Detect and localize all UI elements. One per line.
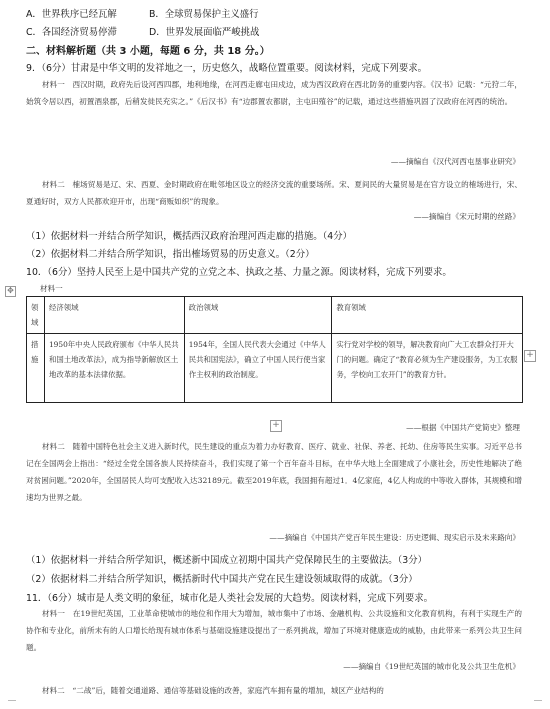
q11-m1-source: ——摘编自《19世纪英国的城市化及公共卫生危机》 <box>343 662 520 671</box>
q11-m1-line2: 施和文化教育机构，有利于实现生产的协作和专业化，前所未有的人口增长给现有城市体系与基础设施建设提 <box>26 609 522 635</box>
q10-m2-line2: 托幼、住房等民生实事。习近平总书记在全国两会上指出：“经过全党全国各族人民持续奋斗，我们实现了第 <box>26 442 522 468</box>
q10-m2-line1: 材料二 随着中国特色社会主义进入新时代，民生建设的重点为着力办好教育、医疗、就业、社保、养老、 <box>42 442 401 451</box>
q9-stem: 9．（6分）甘肃是中华文明的发祥地之一，历史悠久，战略位置重要。阅读材料，完成下列要求。 <box>26 63 427 74</box>
q9-m1-line1: 材料一 西汉时期，政府先后设河西四郡，地利地缘，在河西走廊屯田戍边，成为西汉政府在西北防 <box>42 80 378 89</box>
q10-m2-line5: 规模和增速均为世界之最。 <box>26 476 522 502</box>
q9-material-1 <box>26 76 522 110</box>
q11-m1-line1: 材料一 在19世纪英国，工业革命使城市的地位和作用大为增加，城市集中了市场、金融机构、公共设 <box>42 609 392 618</box>
q9-task-2: （2）依据材料二并结合所学知识，指出榷场贸易的历史意义。（2分） <box>26 249 315 260</box>
table-row-label-measures: 措施 <box>27 334 45 403</box>
section-title: 二、材料解析题（共 3 小题，每题 6 分，共 18 分。） <box>26 46 270 57</box>
q10-m2-line4: 民人均可支配收入达32189元。截至2019年底，我国拥有超过1．4亿家庭，4亿人构成的中等收入群体，其 <box>129 476 492 485</box>
q11-material-2 <box>26 682 522 699</box>
table-cell-politics: 1954年，全国人民代表大会通过《中华人民共和国宪法》，确立了中国人民行使当家作主权利的政治制度。 <box>184 334 332 403</box>
option-row-1 <box>26 6 259 20</box>
table-row <box>27 334 523 403</box>
q10-material-2 <box>26 438 522 506</box>
option-row-2 <box>26 24 259 38</box>
table-cell-economy: 1950年中央人民政府颁布《中华人民共和国土地改革法》，成为指导新解放区土地改革的基本法律依据。 <box>44 334 184 403</box>
add-column-plus-icon[interactable]: + <box>524 350 536 362</box>
q10-m2-line3: 一个百年奋斗目标，在中华大地上全面建成了小康社会，历史性地解决了绝对贫困问题。”2020年，全国居 <box>26 459 522 485</box>
q11-m1-line3: 出了一系列挑战，增加了环境对健康造成的威胁，由此带来一系列公共卫生问题。 <box>26 626 523 652</box>
q11-material-1 <box>26 605 522 656</box>
table-header-education: 教育领域 <box>332 297 523 334</box>
crop-mark-right <box>534 700 542 709</box>
table-header-row <box>27 297 523 334</box>
table-cell-education: 实行党对学校的领导，解决教育向广大工农群众打开大门的问题。确定了“教育必须为生产建设服务，为工农服务，学校向工农开门”的教育方针。 <box>332 334 523 403</box>
q10-measures-table <box>26 296 523 403</box>
q9-m2-line2: 的大量贸易是在官方设立的榷场进行，宋、夏通好时，双方人民都欢迎开市，出现“商贩如织”的现象。 <box>26 180 523 206</box>
q9-m1-line2: 务的重要内容。《汉书》记载：“元狩二年，始筑令居以西，初置酒泉郡，后稍发徙民充实之。”《后汉书》有“边郡置农都尉，主屯田殖谷”的记载，通过这些措施巩固了汉政府在河 <box>26 80 522 106</box>
crop-mark-left <box>8 700 16 709</box>
q9-material-2 <box>26 176 522 210</box>
q10-m2-source: ——摘编自《中国共产党百年民生建设：历史逻辑、现实启示及未来路向》 <box>269 533 520 542</box>
q11-m2-line1: 材料二 “二战”后，随着交通道路、通信等基础设施的改善，家庭汽车拥有量的增加，城区产业结构的 <box>42 686 384 695</box>
table-header-field: 领域 <box>27 297 45 334</box>
q9-task-1: （1）依据材料一并结合所学知识，概括西汉政府治理河西走廊的措施。（4分） <box>26 231 352 242</box>
table-move-handle-icon[interactable]: ✥ <box>5 286 16 297</box>
q11-stem: 11．（6分）城市是人类文明的象征，城市化是人类社会发展的大趋势。阅读材料，完成下列要求。 <box>26 593 433 604</box>
q9-m2-source: ——摘编自《宋元时期的丝路》 <box>413 212 520 221</box>
q10-task-1: （1）依据材料一并结合所学知识，概述新中国成立初期中国共产党保障民生的主要做法。（3分） <box>26 555 427 566</box>
q10-task-2: （2）依据材料二并结合所学知识，概括新时代中国共产党在民生建设领域取得的成就。（3分） <box>26 574 418 585</box>
q9-m2-line1: 材料二 榷场贸易是辽、宋、西夏、金时期政府在毗邻地区设立的经济交流的重要场所。宋、夏间民 <box>42 180 378 189</box>
add-row-plus-icon[interactable]: + <box>270 420 282 432</box>
table-header-politics: 政治领域 <box>184 297 332 334</box>
q10-m1-label: 材料一 <box>40 284 63 293</box>
option-c: C．各国经济贸易停滞 <box>26 27 117 38</box>
option-a: A．世界秩序已经瓦解 <box>26 9 117 20</box>
table-header-economy: 经济领域 <box>44 297 184 334</box>
option-d: D．世界发展面临严峻挑战 <box>148 27 260 38</box>
q9-m1-line3: 西的统治。 <box>474 97 513 106</box>
q10-table-source: ——根据《中国共产党简史》整理 <box>406 423 520 432</box>
q10-stem: 10．（6分）坚持人民至上是中国共产党的立党之本、执政之基、力量之源。阅读材料，完成下列要求。 <box>26 267 452 278</box>
option-b: B．全球贸易保护主义盛行 <box>148 9 259 20</box>
q9-m1-source: ——摘编自《汉代河西屯垦事业研究》 <box>390 157 520 166</box>
